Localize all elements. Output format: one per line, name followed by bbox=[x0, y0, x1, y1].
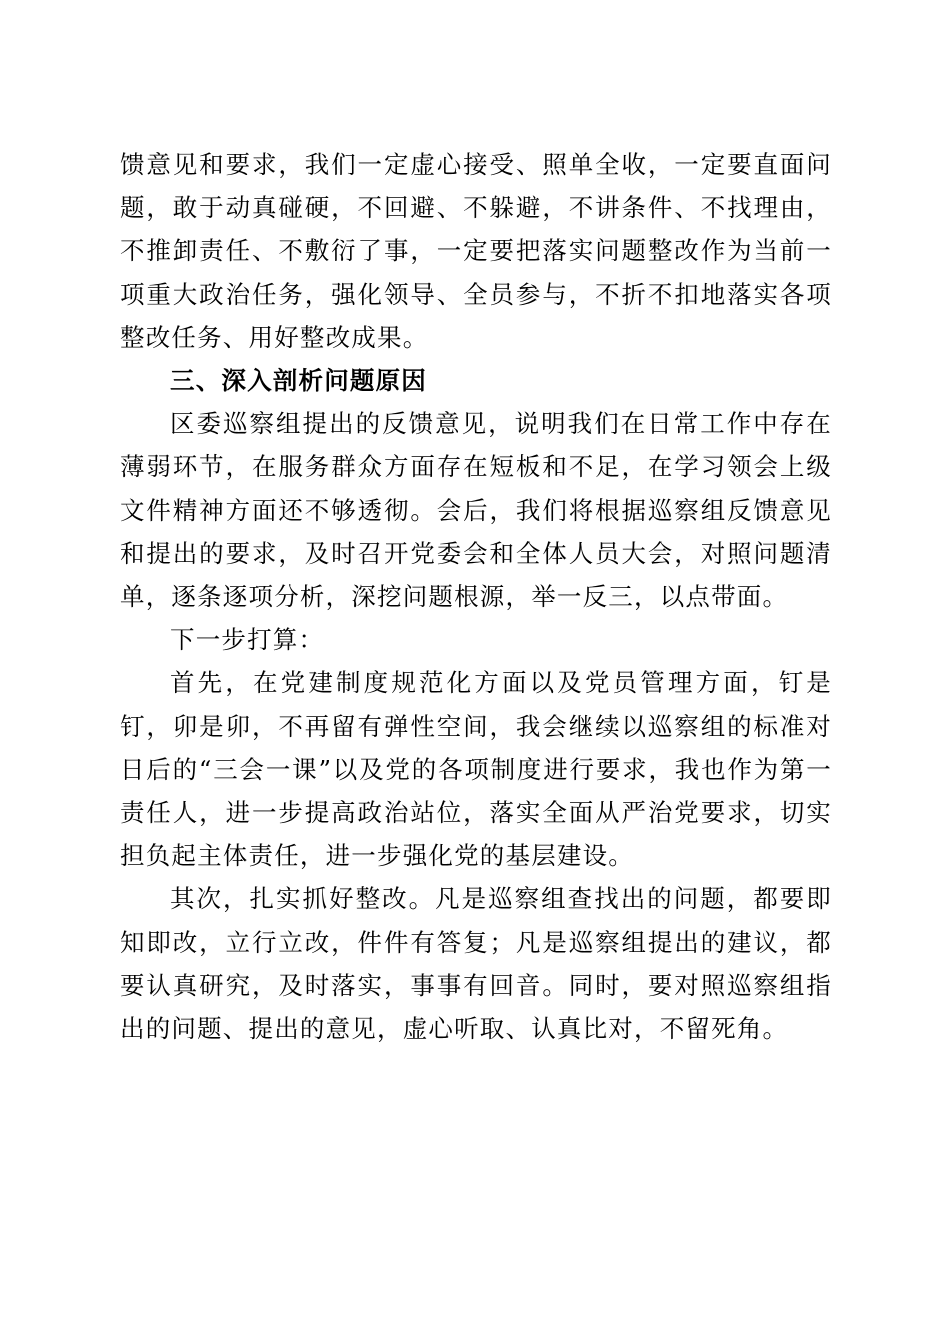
paragraph-cause-analysis: 区委巡察组提出的反馈意见，说明我们在日常工作中存在薄弱环节，在服务群众方面存在短板和不足，在学习领会上级文件精神方面还不够透彻。会后，我们将根据巡察组反馈意见和提出的要求，及时召开党委会和全体人员大会，对照问题清单，逐条逐项分析，深挖问题根源，举一反三，以点带面。 bbox=[120, 409, 832, 612]
paragraph-next-steps-label: 下一步打算： bbox=[170, 625, 325, 655]
paragraph-first-step: 首先，在党建制度规范化方面以及党员管理方面，钉是钉，卯是卯，不再留有弹性空间，我会继续以巡察组的标准对日后的“三会一课”以及党的各项制度进行要求，我也作为第一责任人，进一步提高政治站位，落实全面从严治党要求，切实担负起主体责任，进一步强化党的基层建设。 bbox=[120, 668, 832, 871]
paragraph-second-step: 其次，扎实抓好整改。凡是巡察组查找出的问题，都要即知即改，立行立改，件件有答复；凡是巡察组提出的建议，都要认真研究，及时落实，事事有回音。同时，要对照巡察组指出的问题、提出的意见，虚心听取、认真比对，不留死角。 bbox=[120, 884, 832, 1044]
paragraph-continuation: 馈意见和要求，我们一定虚心接受、照单全收，一定要直面问题，敢于动真碰硬，不回避、不躲避，不讲条件、不找理由，不推卸责任、不敷衍了事，一定要把落实问题整改作为当前一项重大政治任务，强化领导、全员参与，不折不扣地落实各项整改任务、用好整改成果。 bbox=[120, 150, 832, 352]
section-heading-3: 三、深入剖析问题原因 bbox=[170, 366, 427, 396]
document-body bbox=[120, 143, 832, 1050]
